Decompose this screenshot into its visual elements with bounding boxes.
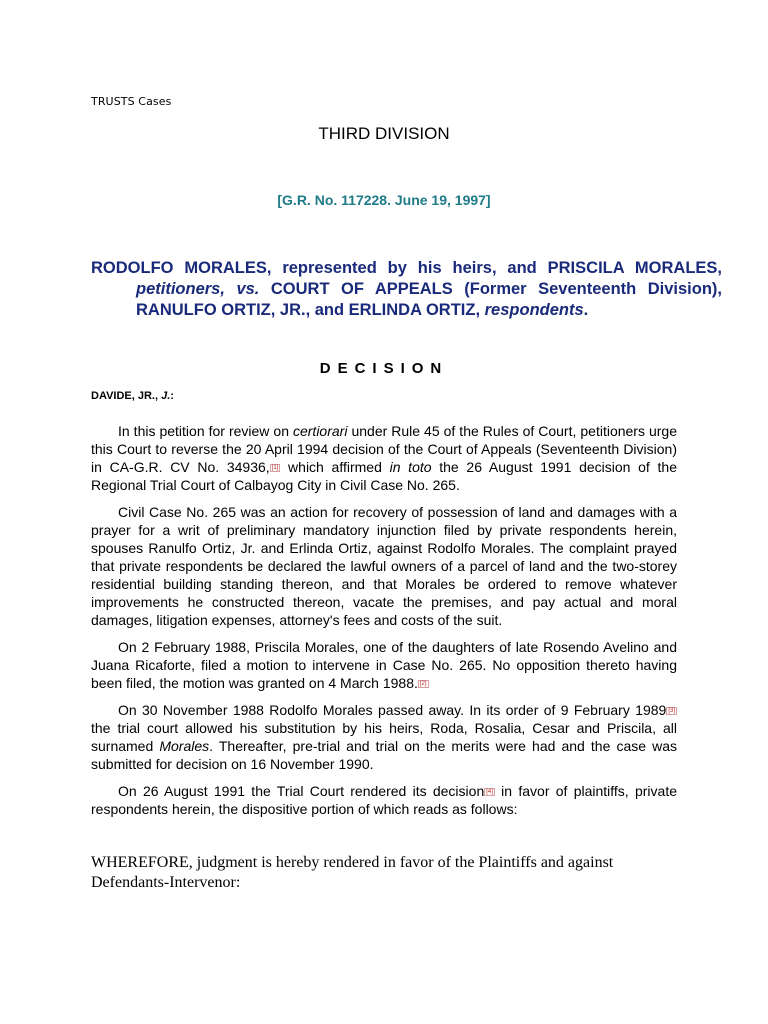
decision-body [91,422,677,827]
versus-label: vs. [236,280,260,298]
petitioner-names: RODOLFO MORALES, represented by his heirs, and PRISCILA MORALES, [91,259,722,277]
document-label: TRUSTS Cases [91,95,172,108]
case-number: [G.R. No. 117228. June 19, 1997] [277,192,491,208]
decision-title: DECISION [319,360,449,377]
paragraph-4: On 30 November 1988 Rodolfo Morales passed away. In its order of 9 February 1989 [3] the trial court allowed his substitution by his heirs, Roda, Rosalia, Cesar and Priscila, all surnamed Morales. Thereafter, pre-trial and trial on the merits were had and the case was submitted for decision on 16 November 1990. [91,702,677,772]
case-parties: RODOLFO MORALES, represented by his heirs, and PRISCILA MORALES, petitioners, vs. COURT OF APPEALS (Former Seventeenth Division), RANULFO ORTIZ, JR., and ERLINDA ORTIZ, respondents. [91,259,722,319]
justice-label: J. [161,390,171,402]
dispositive-quote: WHEREFORE, judgment is hereby rendered in favor of the Plaintiffs and against Defendants-Intervenor: [91,854,614,891]
paragraph-3: On 2 February 1988, Priscila Morales, one of the daughters of late Rosendo Avelino and Juana Ricaforte, filed a motion to intervene in Case No. 265. No opposition thereto having been filed, the motion was granted on 4 March 1988. [2] [91,639,677,691]
paragraph-2: Civil Case No. 265 was an action for recovery of possession of land and damages with a prayer for a writ of preliminary mandatory injunction filed by private respondents herein, spouses Ranulfo Ortiz, Jr. and Erlinda Ortiz, against Rodolfo Morales. The complaint prayed that private respondents be declared the lawful owners of a parcel of land and the two-storey residential building standing thereon, and that Morales be ordered to remove whatever improvements he constructed thereon, vacate the premises, and pay actual and moral damages, litigation expenses, attorney's fees and costs of the suit. [91,504,677,628]
respondent-names: COURT OF APPEALS (Former Seventeenth Division), RANULFO ORTIZ, JR., and ERLINDA ORTIZ, [136,280,722,319]
respondents-label: respondents [484,301,584,319]
paragraph-5: On 26 August 1991 the Trial Court rendered its decision [4] in favor of plaintiffs, private respondents herein, the dispositive portion of which reads as follows: [91,783,677,817]
division-heading: THIRD DIVISION [318,124,450,143]
petitioners-label: petitioners, [136,280,225,298]
footnote-link-1[interactable]: [1] [271,465,279,471]
paragraph-1: In this petition for review on certiorari under Rule 45 of the Rules of Court, petitioners urge this Court to reverse the 20 April 1994 decision of the Court of Appeals (Seventeenth Division) in CA-G.R. CV No. 34936, [1] which affirmed in toto the 26 August 1991 decision of the Regional Trial Court of Calbayog City in Civil Case No. 265. [91,423,677,493]
footnote-link-2[interactable]: [2] [419,681,427,687]
ponente: DAVIDE, JR., J.: [91,390,174,402]
footnote-link-4[interactable]: [4] [486,789,493,795]
footnote-link-3[interactable]: [3] [668,708,675,714]
